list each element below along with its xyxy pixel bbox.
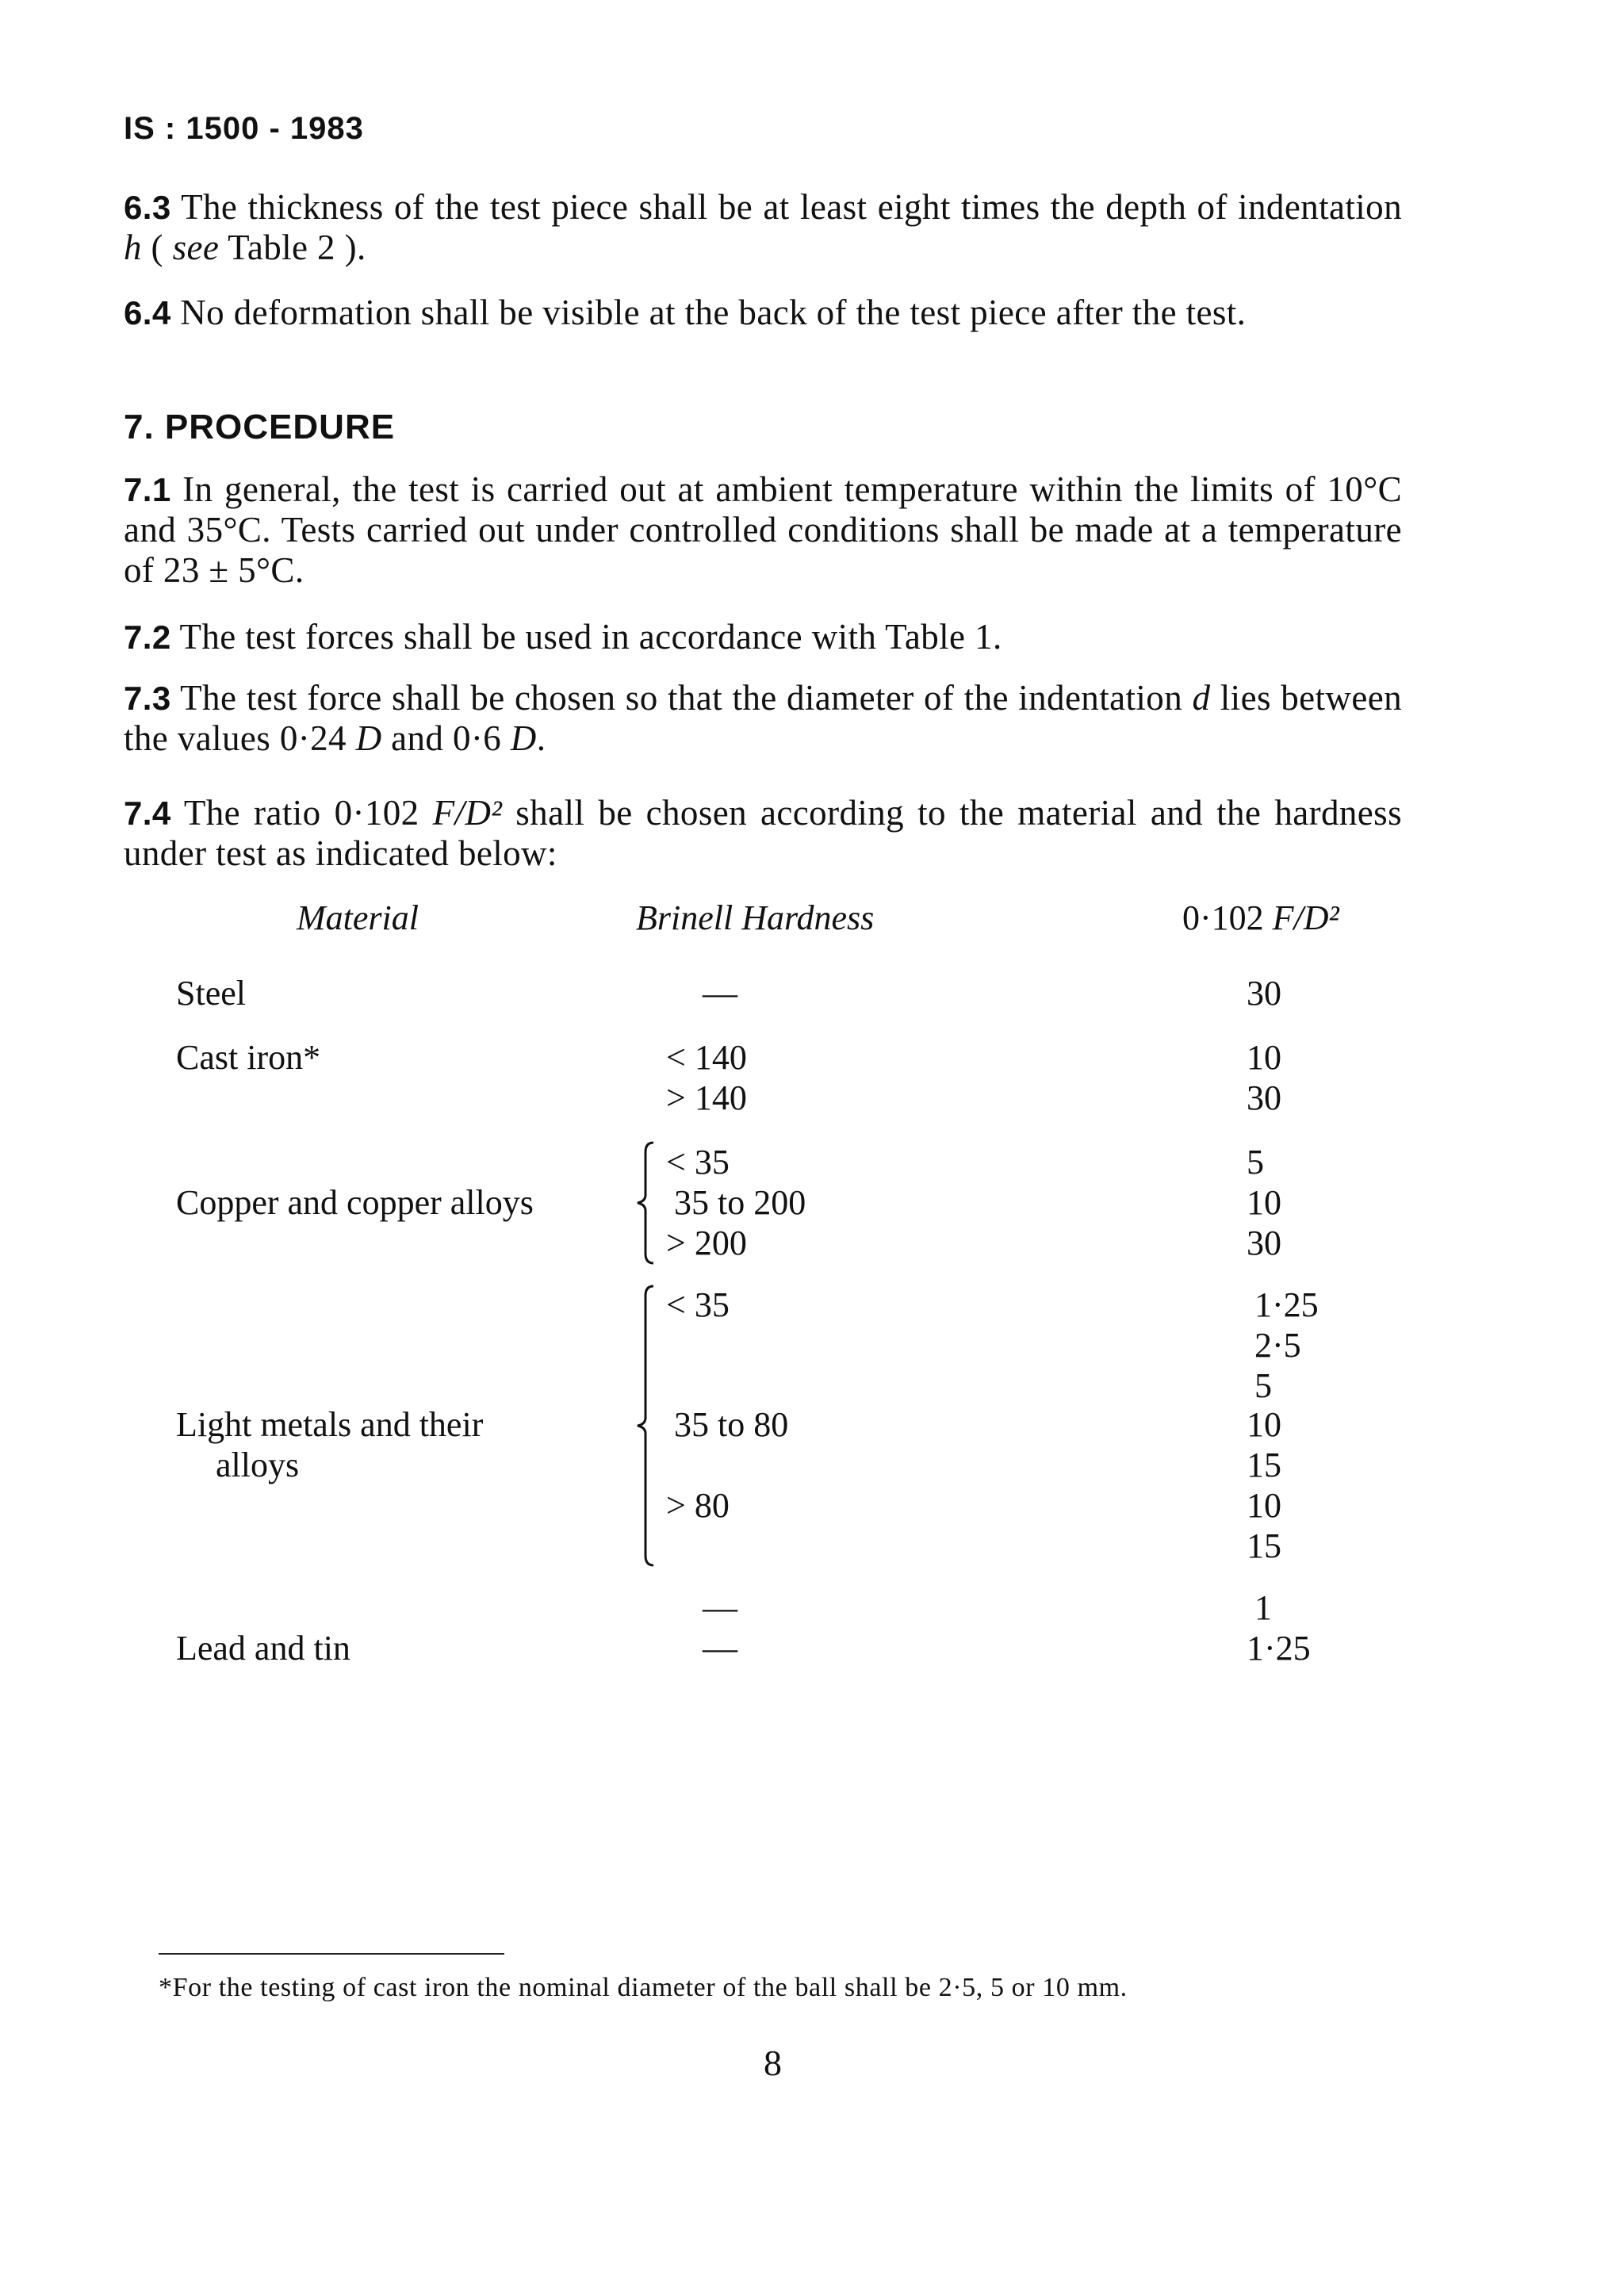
symbol-h: h (124, 228, 142, 267)
ratio-value: 10 (1247, 1038, 1281, 1077)
clause-number: 7.4 (124, 795, 171, 832)
column-header-material: Material (297, 898, 419, 937)
ratio-value: 5 (1254, 1366, 1272, 1405)
hardness-value: 35 to 200 (674, 1183, 806, 1222)
hardness-value: — (703, 1629, 737, 1668)
material-cast-iron: Cast iron* (176, 1038, 321, 1077)
material-steel: Steel (176, 974, 246, 1013)
ratio-value: 15 (1247, 1446, 1281, 1484)
symbol-d: d (1192, 678, 1211, 718)
material-lead-tin: Lead and tin (176, 1629, 350, 1668)
ratio-value: 1·25 (1254, 1285, 1319, 1324)
clause-number: 6.3 (124, 189, 171, 226)
hardness-value: > 80 (666, 1486, 730, 1525)
hardness-value: < 35 (666, 1143, 730, 1181)
ratio-value: 30 (1247, 1078, 1281, 1117)
material-light-metals-line2: alloys (216, 1446, 300, 1484)
ratio-value: 10 (1247, 1405, 1281, 1444)
ratio-value: 15 (1247, 1526, 1281, 1565)
ratio-value: 1·25 (1247, 1629, 1311, 1668)
ratio-symbol: F/D² (1272, 898, 1339, 937)
clause-7-1 (124, 469, 1402, 591)
brace-shape (630, 1139, 658, 1266)
brace-copper (630, 1139, 658, 1266)
clause-number: 7.2 (124, 618, 171, 656)
clause-text: lies between the values 0·24 (124, 678, 1402, 758)
clause-text: shall be chosen according to the material and the hardness under test as indicated below: (124, 793, 1402, 873)
ratio-value: 2·5 (1254, 1326, 1301, 1365)
hardness-value: > 200 (666, 1224, 747, 1262)
hardness-value: — (703, 1588, 737, 1627)
hardness-value: < 140 (666, 1038, 747, 1077)
clause-7-2 (124, 617, 1402, 657)
clause-number: 7.1 (124, 471, 171, 508)
ratio-value: 10 (1247, 1486, 1281, 1525)
ratio-prefix: 0·102 (1182, 898, 1273, 937)
column-header-ratio (1182, 898, 1339, 938)
ratio-value: 10 (1247, 1183, 1281, 1222)
clause-text: The test force shall be chosen so that the diameter of the indentation (180, 678, 1193, 718)
hardness-value: — (703, 974, 737, 1013)
symbol-D: D (355, 718, 382, 758)
material-light-metals: Light metals and their (176, 1405, 484, 1444)
hardness-value: 35 to 80 (674, 1405, 789, 1444)
footnote: *For the testing of cast iron the nominal diameter of the ball shall be 2·5, 5 or 10 mm. (159, 1973, 1128, 2002)
section-title: 7. PROCEDURE (124, 408, 396, 446)
clause-text: The test forces shall be used in accordance with Table 1. (179, 617, 1002, 657)
hardness-value: > 140 (666, 1078, 747, 1117)
symbol-D: D (510, 718, 537, 758)
clause-text: In general, the test is carried out at ambient temperature within the limits of 10°C and 35°C. Tests carried out under controlled conditions shall be made at a temperature of 23 ± 5°C. (124, 469, 1402, 590)
clause-text: The ratio 0·102 (183, 793, 433, 833)
column-header-brinell-hardness: Brinell Hardness (636, 898, 875, 937)
see-text: see (172, 228, 220, 267)
brace-shape (630, 1283, 658, 1568)
brace-light-metals (630, 1283, 658, 1568)
clause-text: . (536, 718, 546, 758)
standard-header: IS : 1500 - 1983 (124, 111, 364, 146)
clause-7-4 (124, 793, 1402, 874)
clause-number: 6.4 (124, 294, 171, 331)
ratio-value: 30 (1247, 1224, 1281, 1262)
material-copper: Copper and copper alloys (176, 1183, 534, 1222)
footnote-rule (159, 1953, 504, 1955)
ratio-value: 5 (1247, 1143, 1264, 1181)
ratio-value: 1 (1254, 1588, 1272, 1627)
clause-number: 7.3 (124, 680, 171, 717)
clause-text: The thickness of the test piece shall be at least eight times the depth of indentation (181, 187, 1402, 227)
page-number: 8 (764, 2043, 782, 2083)
ratio-value: 30 (1247, 974, 1281, 1013)
clause-7-3 (124, 678, 1402, 759)
hardness-value: < 35 (666, 1285, 730, 1324)
clause-text: ( (141, 228, 173, 267)
clause-text: No deformation shall be visible at the back of the test piece after the test. (180, 293, 1247, 332)
clause-text: and 0·6 (381, 718, 511, 758)
clause-6-4 (124, 293, 1402, 333)
clause-6-3 (124, 187, 1402, 268)
clause-text: Table 2 ). (219, 228, 366, 267)
symbol-f-over-d-squared: F/D² (432, 793, 503, 833)
